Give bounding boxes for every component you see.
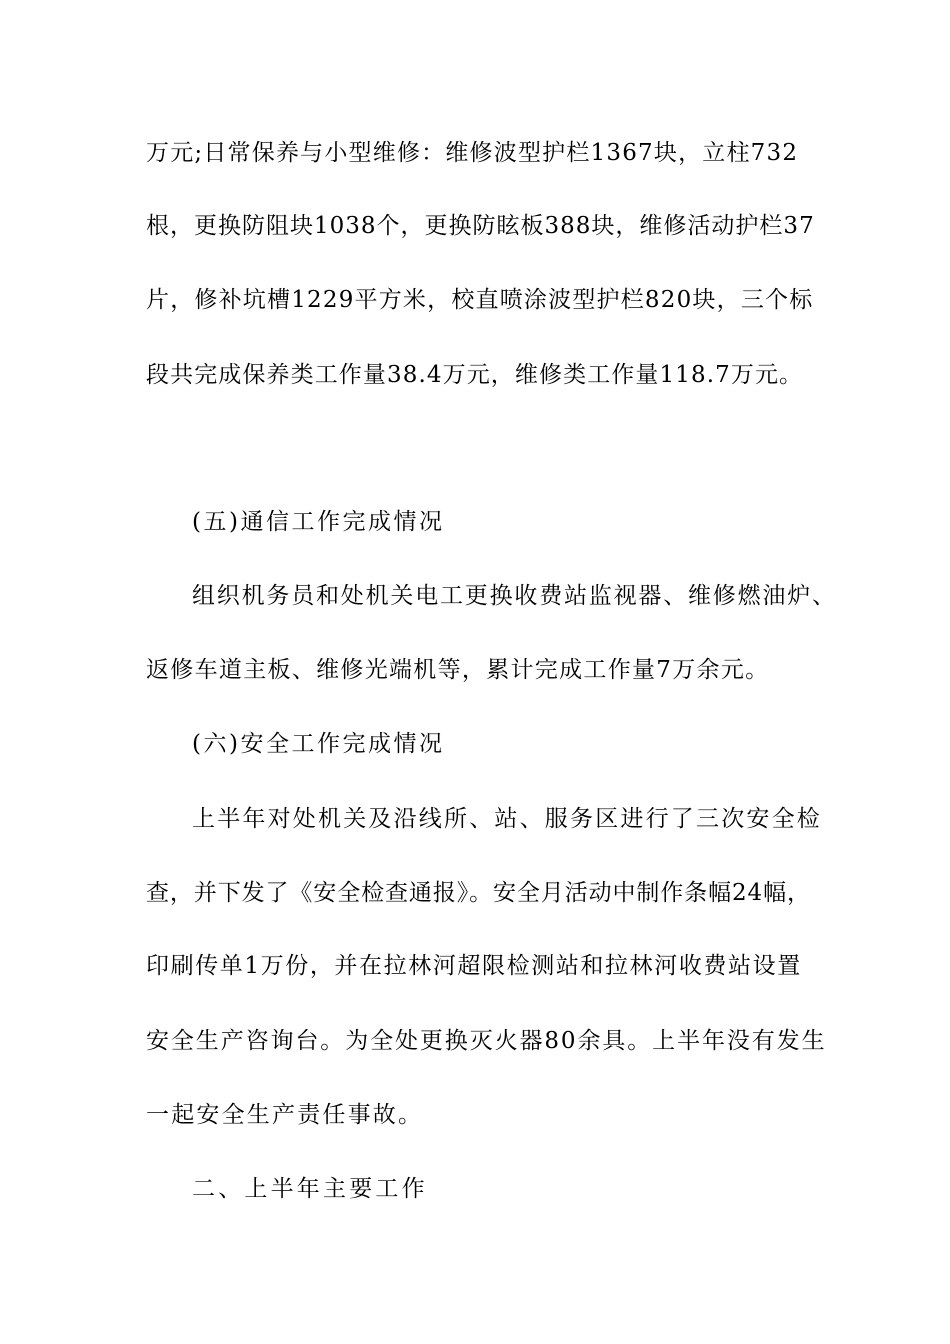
paragraph-line: 安全生产咨询台。为全处更换灭火器80余具。上半年没有发生 xyxy=(146,1028,827,1054)
paragraph-line: 一起安全生产责任事故。 xyxy=(146,1102,424,1128)
section-heading-safety: (六)安全工作完成情况 xyxy=(192,731,445,757)
section-heading-communication: (五)通信工作完成情况 xyxy=(192,509,445,535)
paragraph-line: 上半年对处机关及沿线所、站、服务区进行了三次安全检 xyxy=(192,806,822,832)
paragraph-line: 片，修补坑槽1229平方米，校直喷涂波型护栏820块，三个标 xyxy=(146,287,814,313)
paragraph-line: 万元;日常保养与小型维修：维修波型护栏1367块，立柱732 xyxy=(146,140,799,166)
paragraph-line: 返修车道主板、维修光端机等，累计完成工作量7万余元。 xyxy=(146,657,770,683)
paragraph-line: 段共完成保养类工作量38.4万元，维修类工作量118.7万元。 xyxy=(146,362,804,388)
section-heading-main-work: 二、上半年主要工作 xyxy=(192,1176,428,1202)
paragraph-line: 印刷传单1万份，并在拉林河超限检测站和拉林河收费站设置 xyxy=(146,953,802,979)
paragraph-line: 根，更换防阻块1038个，更换防眩板388块，维修活动护栏37 xyxy=(146,213,815,239)
paragraph-line: 查，并下发了《安全检查通报》。安全月活动中制作条幅24幅， xyxy=(146,880,811,906)
paragraph-line: 组织机务员和处机关电工更换收费站监视器、维修燃油炉、 xyxy=(192,583,837,609)
